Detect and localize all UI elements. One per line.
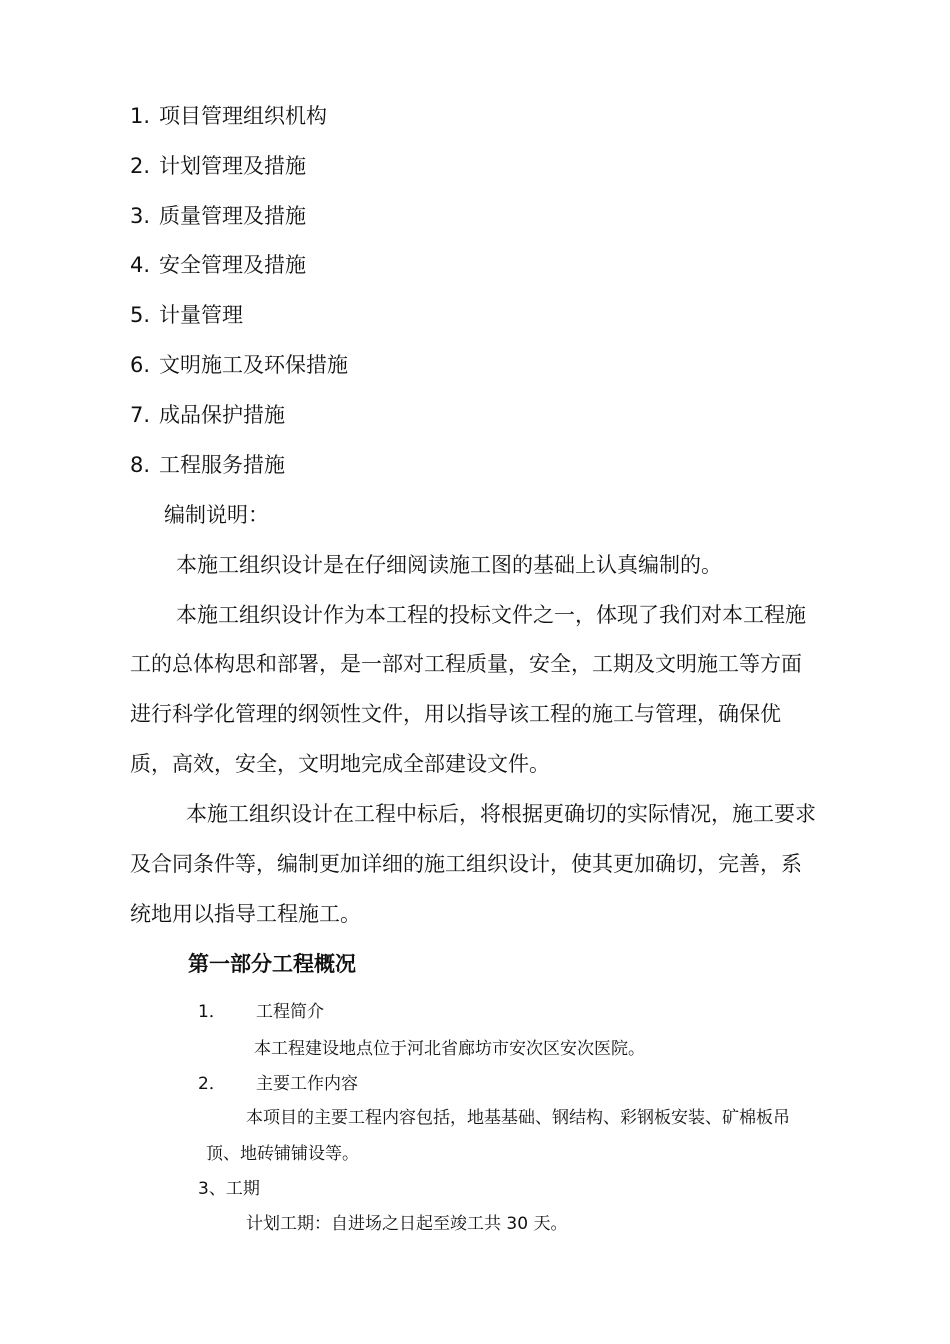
section-1-body: 本工程建设地点位于河北省廊坊市安次区安次医院。 <box>254 1039 645 1059</box>
toc-item-text: 文明施工及环保措施 <box>159 353 348 377</box>
toc-item-number: 5. <box>130 303 151 327</box>
toc-item-number: 7. <box>130 403 151 427</box>
intro-paragraph-1: 本施工组织设计是在仔细阅读施工图的基础上认真编制的。 <box>176 553 722 577</box>
toc-item <box>130 100 327 130</box>
intro-heading: 编制说明： <box>164 503 269 527</box>
section-1-heading <box>198 997 324 1022</box>
toc-item-number: 2. <box>130 154 151 178</box>
toc-item-number: 6. <box>130 353 151 377</box>
toc-item-number: 3. <box>130 204 151 228</box>
toc-item <box>130 399 285 429</box>
toc-item-text: 质量管理及措施 <box>159 204 306 228</box>
part1-title: 第一部分工程概况 <box>188 952 356 976</box>
section-3-heading: 3、工期 <box>198 1179 260 1199</box>
toc-item-text: 成品保护措施 <box>159 403 285 427</box>
intro-paragraph-3-line: 统地用以指导工程施工。 <box>130 902 361 926</box>
toc-item-text: 计量管理 <box>159 303 243 327</box>
toc-item-text: 项目管理组织机构 <box>159 104 327 128</box>
intro-paragraph-2-line: 本施工组织设计作为本工程的投标文件之一，体现了我们对本工程施 <box>176 603 806 627</box>
toc-item <box>130 449 285 479</box>
intro-paragraph-3-line: 本施工组织设计在工程中标后，将根据更确切的实际情况，施工要求 <box>186 802 816 826</box>
toc-item-text: 计划管理及措施 <box>159 154 306 178</box>
section-3-body: 计划工期：自进场之日起至竣工共 30 天。 <box>246 1214 568 1234</box>
section-2-body-line: 本项目的主要工程内容包括，地基基础、钢结构、彩钢板安装、矿棉板吊 <box>246 1108 790 1128</box>
section-1-number: 1． <box>198 1002 226 1022</box>
toc-item <box>130 200 306 230</box>
section-2-heading <box>198 1069 358 1094</box>
toc-item-text: 工程服务措施 <box>159 453 285 477</box>
toc-item <box>130 349 348 379</box>
toc-item-text: 安全管理及措施 <box>159 253 306 277</box>
toc-item-number: 8. <box>130 453 151 477</box>
intro-paragraph-3-line: 及合同条件等，编制更加详细的施工组织设计，使其更加确切，完善，系 <box>130 852 802 876</box>
section-2-title: 主要工作内容 <box>256 1074 358 1094</box>
toc-item <box>130 249 306 279</box>
intro-paragraph-2-line: 进行科学化管理的纲领性文件，用以指导该工程的施工与管理，确保优 <box>130 702 781 726</box>
toc-item-number: 1. <box>130 104 151 128</box>
toc-item-number: 4. <box>130 253 151 277</box>
intro-paragraph-2-line: 质，高效，安全，文明地完成全部建设文件。 <box>130 752 550 776</box>
section-2-number: 2． <box>198 1074 226 1094</box>
toc-item <box>130 150 306 180</box>
toc-item <box>130 299 243 329</box>
section-1-title: 工程简介 <box>256 1002 324 1022</box>
intro-paragraph-2-line: 工的总体构思和部署，是一部对工程质量，安全，工期及文明施工等方面 <box>130 652 802 676</box>
section-2-body-line: 顶、地砖铺铺设等。 <box>206 1144 359 1164</box>
